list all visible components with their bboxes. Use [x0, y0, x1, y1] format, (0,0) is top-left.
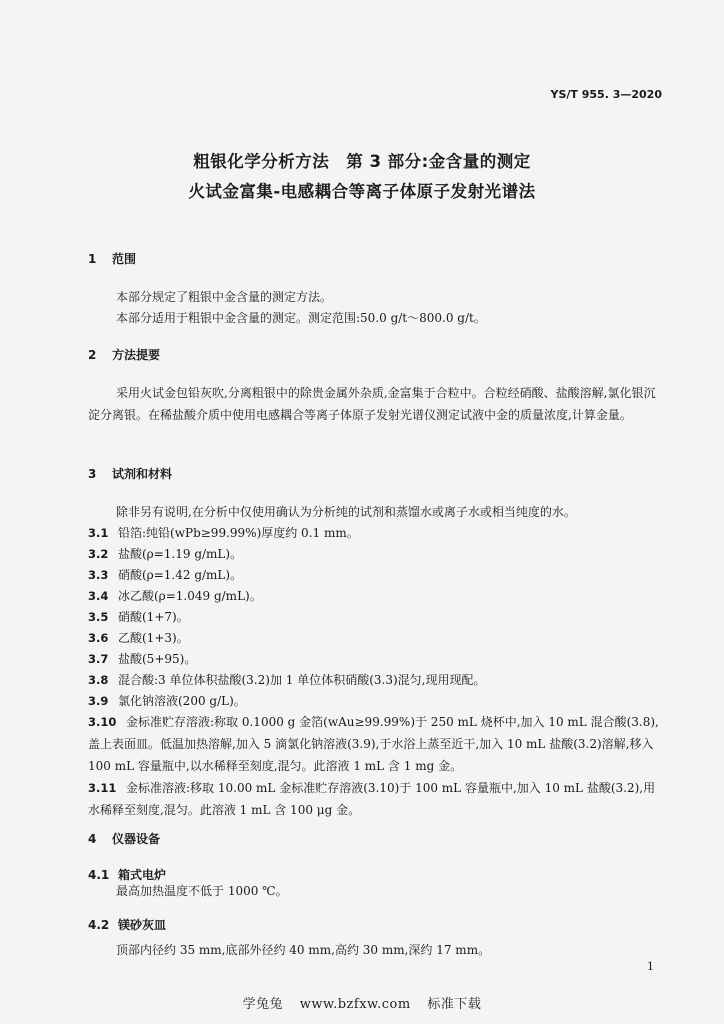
list-item	[88, 711, 660, 777]
paragraph: 顶部内径约 35 mm,底部外径约 40 mm,高约 30 mm,深约 17 mm。	[116, 943, 491, 957]
section-number: 1	[88, 252, 97, 266]
item-number: 3.7	[88, 652, 109, 666]
list-item	[88, 585, 660, 607]
item-text: 铅箔:纯铅(wPb≥99.99%)厚度约 0.1 mm。	[118, 526, 359, 540]
item-text: 氯化钠溶液(200 g/L)。	[118, 694, 246, 708]
title-line-2: 火试金富集-电感耦合等离子体原子发射光谱法	[188, 182, 536, 201]
list-item	[88, 543, 660, 565]
section-title: 仪器设备	[112, 832, 161, 846]
item-text: 冰乙酸(ρ=1.049 g/mL)。	[118, 589, 262, 603]
section-1-heading	[88, 250, 136, 267]
list-item	[88, 606, 660, 628]
item-number: 3.1	[88, 526, 109, 540]
list-item	[88, 777, 660, 821]
subsection-number: 4.1	[88, 868, 110, 882]
section-number: 4	[88, 832, 97, 846]
section-title: 范围	[112, 252, 137, 266]
list-item	[88, 669, 660, 691]
item-text: 硝酸(1+7)。	[118, 610, 189, 624]
section-title: 方法提要	[112, 348, 161, 362]
list-item	[88, 690, 660, 712]
paragraph: 本部分规定了粗银中金含量的测定方法。	[116, 290, 333, 304]
item-text: 硝酸(ρ=1.42 g/mL)。	[118, 568, 243, 582]
section-number: 3	[88, 467, 97, 481]
item-number: 3.11	[88, 781, 117, 795]
item-text: 盐酸(5+95)。	[118, 652, 197, 666]
item-number: 3.8	[88, 673, 109, 687]
footer-url[interactable]: www.bzfxw.com	[299, 997, 411, 1012]
subsection-title: 镁砂灰皿	[118, 918, 167, 932]
item-text: 金标准贮存溶液:称取 0.1000 g 金箔(wAu≥99.99%)于 250 mL 烧杯中,加入 10 mL 混合酸(3.8),盖上表面皿。低温加热溶解,加入 5 滴氯化钠溶液(3.9),于水浴上蒸至近干,加入 10 mL 盐酸(3.2)溶解,移入 100 mL 容量瓶中,以水稀释至刻度,混匀。此溶液 1 mL 含 1 mg 金。	[88, 715, 659, 773]
paragraph: 除非另有说明,在分析中仅使用确认为分析纯的试剂和蒸馏水或离子水或相当纯度的水。	[116, 505, 576, 519]
title-line-1: 粗银化学分析方法 第 3 部分:金含量的测定	[193, 152, 531, 171]
list-item	[88, 648, 660, 670]
paragraph: 采用火试金包铅灰吹,分离粗银中的除贵金属外杂质,金富集于合粒中。合粒经硝酸、盐酸溶解,氯化银沉淀分离银。在稀盐酸介质中使用电感耦合等离子体原子发射光谱仪测定试液中金的质量浓度,计算金量。	[88, 386, 656, 422]
list-item	[88, 627, 660, 649]
list-item	[88, 522, 660, 544]
document-code: YS/T 955. 3—2020	[550, 88, 662, 101]
item-number: 3.10	[88, 715, 117, 729]
item-text: 混合酸:3 单位体积盐酸(3.2)加 1 单位体积硝酸(3.3)混匀,现用现配。	[118, 673, 486, 687]
footer-tagline: 标准下载	[427, 997, 482, 1012]
list-item	[88, 564, 660, 586]
section-3-heading	[88, 465, 172, 482]
item-number: 3.5	[88, 610, 109, 624]
item-number: 3.2	[88, 547, 109, 561]
item-number: 3.6	[88, 631, 109, 645]
item-number: 3.9	[88, 694, 109, 708]
item-text: 盐酸(ρ=1.19 g/mL)。	[118, 547, 243, 561]
section-4-heading	[88, 830, 160, 847]
subsection-4-2-heading	[88, 916, 166, 933]
subsection-title: 箱式电炉	[118, 868, 167, 882]
item-text: 金标准溶液:移取 10.00 mL 金标准贮存溶液(3.10)于 100 mL 容量瓶中,加入 10 mL 盐酸(3.2),用水稀释至刻度,混匀。此溶液 1 mL 含 100 μg 金。	[88, 781, 656, 817]
item-number: 3.3	[88, 568, 109, 582]
section-number: 2	[88, 348, 97, 362]
paragraph: 本部分适用于粗银中金含量的测定。测定范围:50.0 g/t～800.0 g/t。	[116, 311, 486, 325]
section-title: 试剂和材料	[112, 467, 173, 481]
item-text: 乙酸(1+3)。	[118, 631, 189, 645]
paragraph: 最高加热温度不低于 1000 ℃。	[116, 884, 288, 898]
footer-site-name: 学兔兔	[242, 997, 284, 1012]
subsection-number: 4.2	[88, 918, 110, 932]
item-number: 3.4	[88, 589, 109, 603]
section-2-heading	[88, 346, 160, 363]
footer-watermark	[0, 993, 724, 1012]
page-number: 1	[647, 960, 654, 973]
